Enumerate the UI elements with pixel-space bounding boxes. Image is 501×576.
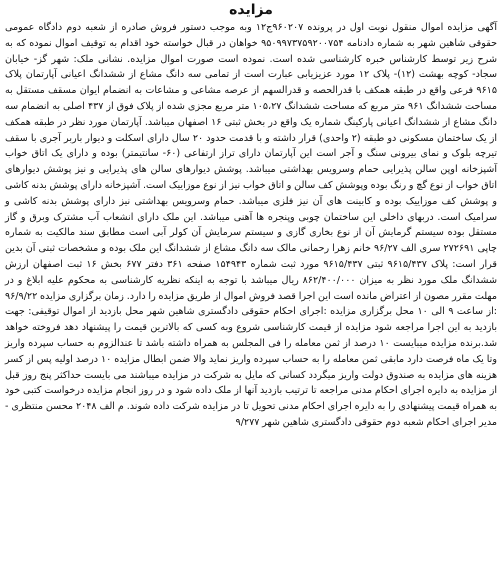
notice-body-text: آگهی مزایده اموال منقول نوبت اول در پرونده ۹۶۰۲۰۷ج۱۲ وبه موجب دستور فروش صادره از شعبه دوم دادگاه عمومی حقوقی شاهین شهر به شماره دادنامه ۹۵۰۹۹۷۳۷۵۹۲۰۰۷۵۴ خواهان در قبال خواسته خود اقدام به توقیف اموال نموده که به شرح زیر توسط کارشناس خبره کارشناسی شده است. نموده است صورت اموال مزایده. نشانی ملک: شهر گز- خیابان سجاد- کوچه بهشت (۱۲)- پلاک ۱۲ مورد عزیزیابی عبارت است از تمامی سه دانگ مشاع از ششدانگ اعیانی آپارتمان پلاک ۹۶۱۵ فرعی واقع در طبقه همکف با قدرالحصه و قدرالسهم از عرصه مشاعی و مشاعات به انضمام ایوان مسقف مستقل به مساحت ششدانگ ۹۶۱ متر مربع که مساحت ششدانگ ۱۰۵،۲۷ متر مربع مجزی شده از پلاک فوق از ۴۳۷ اصلی به انضمام سه دانگ مشاع از ششدانگ اعیانی پارکینگ شماره یک واقع در بخش ثبتی ۱۶ اصفهان میباشد. آپارتمان مورد نظر در طبقه همکف از یک ساختمان مسکونی دو طبقه (۲ واحدی) قرار داشته و با قدمت حدود ۲۰ سال دارای اسکلت و دیوار باربر آجری با سقف تیرچه بلوک و نمای بیرونی سنگ و آجر است این آپارتمان دارای تراز ارتفاعی (۶۰- سانتیمتر) بوده و دارای یک اتاق خواب آشپزخانه اوپن سالن پذیرایی حمام وسرویس بهداشتی میباشد. پوشش دیوارهای سالن های پذیرایی و نیز پوشش دیوارهای اتاق خواب از نوع گچ و رنگ بوده وپوشش کف سالن و اتاق خواب نیز از نوع موزاییک است. آشپزخانه دارای پوشش بدنه کاشی و پوشش کف موزاییک بوده و کابینت های آن نیز فلزی میباشد. حمام وسرویس بهداشتی نیز دارای پوشش بدنه کاشی و سرامیک است. دربهای داخلی این ساختمان چوبی وپنجره ها آهنی میباشد. این ملک دارای انشعاب آب مشترک وبرق و گاز مستقل بوده سیستم گرمایش آن از نوع بخاری گازی و سیستم سرمایش آن کولر آبی است مطابق سند مالکیت به شماره چاپی ۲۷۲۶۹۱ سری الف ۹۶/۲۷ خانم زهرا رحمانی مالک سه دانگ مشاع از ششدانگ این ملک بوده و مشخصات ثبتی آن بدین قرار است: پلاک ۹۶۱۵/۴۳۷ ثبتی ۹۶۱۵/۴۳۷ مورد ثبت شماره ۱۵۴۹۴۳ صفحه ۳۶۱ دفتر ۶۷۷ بخش ۱۶ ثبت اصفهان ارزش ششدانگ ملک مورد نظر به میزان ۸۶۲/۴۰۰/۰۰۰ ریال میباشد با توجه به اینکه نظریه کارشناسی به محکوم علیه ابلاغ و در مهلت مقرر مصون از اعتراض مانده است این اجرا قصد فروش اموال از طریق مزایده را دارد. زمان برگزاری مزایده ۹۶/۹/۲۲ :از ساعت ۹ الی ۱۰ محل برگزاری مزایده :اجرای احکام حقوقی دادگستری شاهین شهر محل بازدید از اموال توقیفی: جهت بازدید به این اجرا مراجعه شود مزایده از قیمت کارشناسی شروع وبه کسی که بالاترین قیمت را پیشنهاد دهد فروخته خواهد شد.برنده مزایده میبایست ۱۰ درصد از ثمن معامله را فی المجلس به همراه داشته باشد تا عندالزوم به حساب سپرده واریز وتا یک ماه فرصت دارد مابقی ثمن معامله را به حساب سپرده واریز نماید والا ضمن ابطال مزایده ۱۰ درصد اولیه پس از کسر هزینه های مزایده به صندوق دولت واریز میگردد کسانی که مایل به شرکت در مزایده میباشند می بایست حداکثر پنج روز قبل از مزایده به دایره اجرای احکام مدنی مراجعه تا ترتیب بازدید آنها از ملک داده شود و در روز انجام مزایده درخواست کتبی خود به همراه قیمت پیشنهادی را به دایره اجرای احکام مدنی تحویل تا در مزایده شرکت داده شوند. م الف ۲۰۴۸ محسن منتظری - مدیر اجرای احکام شعبه دوم حقوقی دادگستری شاهین شهر ۹/۲۷۷ [5,22,498,428]
notice-title: مزایده [229,2,273,18]
